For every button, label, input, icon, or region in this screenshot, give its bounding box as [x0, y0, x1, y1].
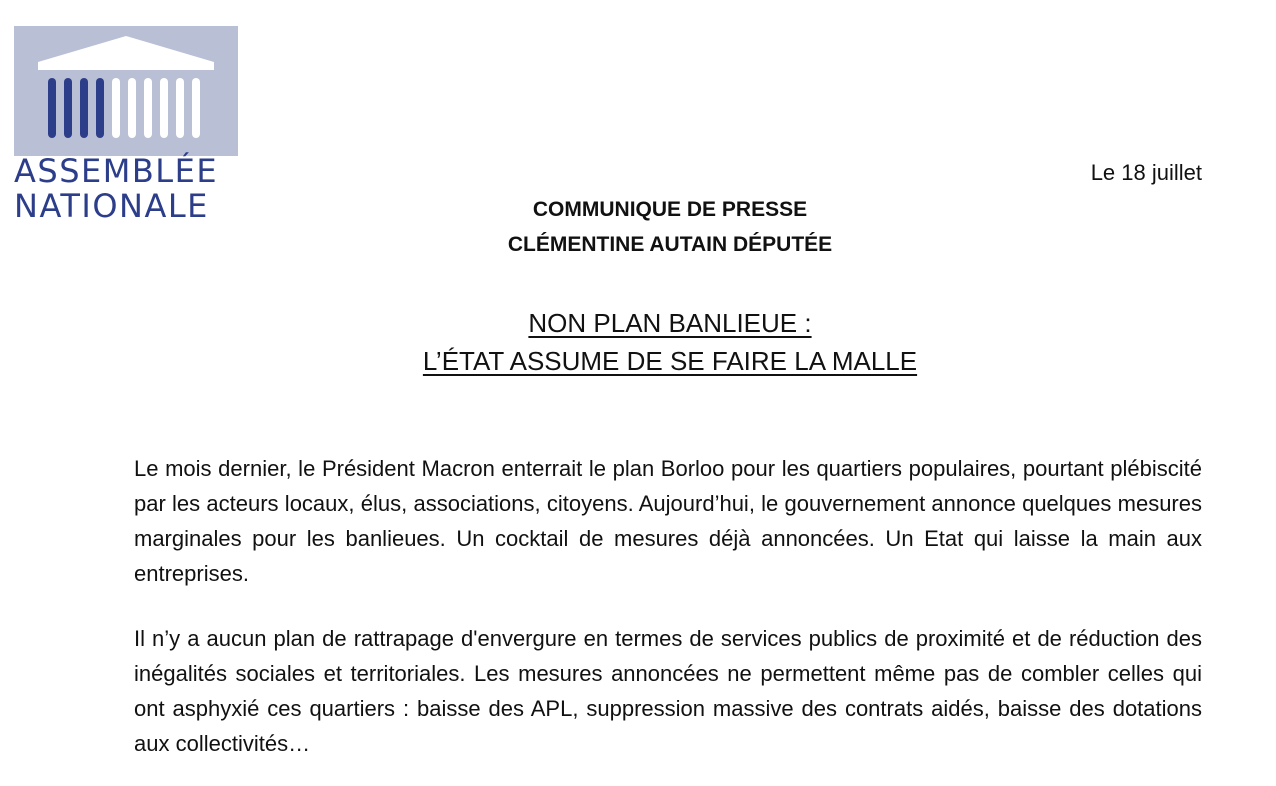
- logo-text-line2: NATIONALE: [14, 187, 209, 225]
- body-paragraph-1: Le mois dernier, le Président Macron enterrait le plan Borloo pour les quartiers populaires, pourtant plébiscité par les acteurs locaux, élus, associations, citoyens. Aujourd’hui, le gouvernement annonce quelques mesures marginales pour les banlieues. Un cocktail de mesures déjà annoncées. Un Etat qui laisse la main aux entreprises.: [134, 456, 1202, 586]
- press-release-author: CLÉMENTINE AUTAIN DÉPUTÉE: [507, 233, 833, 256]
- press-release-title-line2: L’ÉTAT ASSUME DE SE FAIRE LA MALLE: [422, 346, 918, 376]
- assemblee-nationale-logo: [14, 26, 238, 226]
- parliament-building-icon: [14, 26, 238, 156]
- logo-text-line1: ASSEMBLÉE: [14, 152, 219, 190]
- press-release-title-line1: NON PLAN BANLIEUE :: [528, 308, 812, 338]
- body-paragraph-2: Il n’y a aucun plan de rattrapage d'envergure en termes de services publics de proximité et de réduction des inégalités sociales et territoriales. Les mesures annoncées ne permettent même pas de combler celles qui ont asphyxié ces quartiers : baisse des APL, suppression massive des contrats aidés, baisse des dotations aux collectivités…: [134, 626, 1202, 756]
- press-release-date: Le 18 juillet: [1090, 160, 1202, 185]
- press-release-heading: COMMUNIQUE DE PRESSE: [532, 198, 808, 221]
